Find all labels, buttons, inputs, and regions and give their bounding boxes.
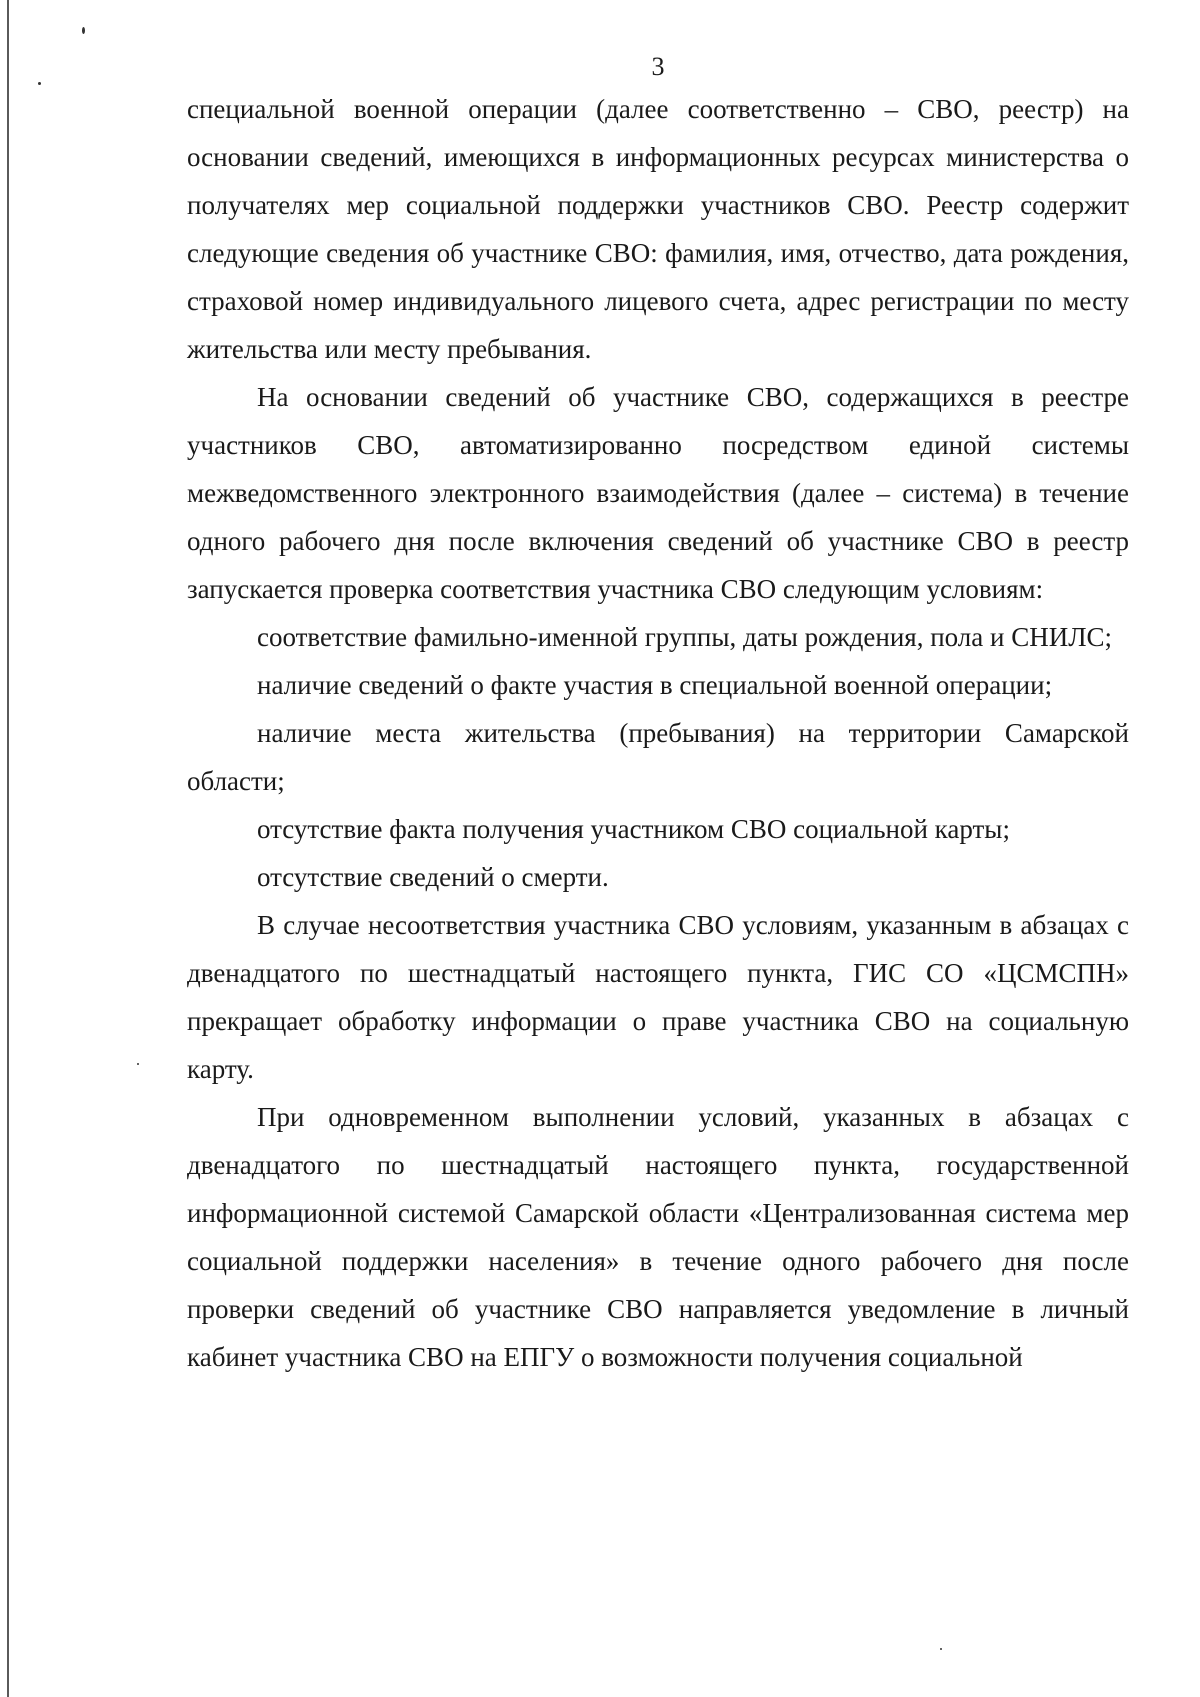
paragraph: соответствие фамильно-именной группы, даты рождения, пола и СНИЛС; bbox=[257, 622, 1113, 652]
paragraph: отсутствие факта получения участником СВО социальной карты; bbox=[257, 814, 1010, 844]
paragraph: При одновременном выполнении условий, указанных в абзацах с двенадцатого по шестнадцатый настоящего пункта, государственной информационной системой Самарской области «Централизованная система мер социальной поддержки населения» в течение одного рабочего дня после проверки сведений об участнике СВО направляется уведомление в личный кабинет участника СВО на ЕПГУ о возможности получения социальной bbox=[187, 1102, 1129, 1372]
paragraph: наличие места жительства (пребывания) на территории Самарской области; bbox=[187, 718, 1129, 796]
scan-speck bbox=[82, 27, 85, 34]
paragraph: наличие сведений о факте участия в специальной военной операции; bbox=[257, 670, 1053, 700]
paragraph: На основании сведений об участнике СВО, содержащихся в реестре участников СВО, автоматизированно посредством единой системы межведомственного электронного взаимодействия (далее – система) в течение одного рабочего дня после включения сведений об участнике СВО в реестр запускается проверка соответствия участника СВО следующим условиям: bbox=[187, 382, 1129, 604]
page-number: 3 bbox=[651, 52, 665, 81]
scan-border-line bbox=[7, 0, 9, 1697]
paragraph: отсутствие сведений о смерти. bbox=[257, 862, 609, 892]
paragraph: В случае несоответствия участника СВО условиям, указанным в абзацах с двенадцатого по шестнадцатый настоящего пункта, ГИС СО «ЦСМСПН» прекращает обработку информации о праве участника СВО на социальную карту. bbox=[187, 910, 1129, 1084]
scan-speck bbox=[940, 1648, 942, 1650]
body-text bbox=[187, 85, 1129, 1381]
scan-speck bbox=[38, 82, 41, 85]
paragraph: специальной военной операции (далее соответственно – СВО, реестр) на основании сведений, имеющихся в информационных ресурсах министерства о получателях мер социальной поддержки участников СВО. Реестр содержит следующие сведения об участнике СВО: фамилия, имя, отчество, дата рождения, страховой номер индивидуального лицевого счета, адрес регистрации по месту жительства или месту пребывания. bbox=[187, 94, 1129, 364]
scan-speck bbox=[137, 1063, 139, 1065]
